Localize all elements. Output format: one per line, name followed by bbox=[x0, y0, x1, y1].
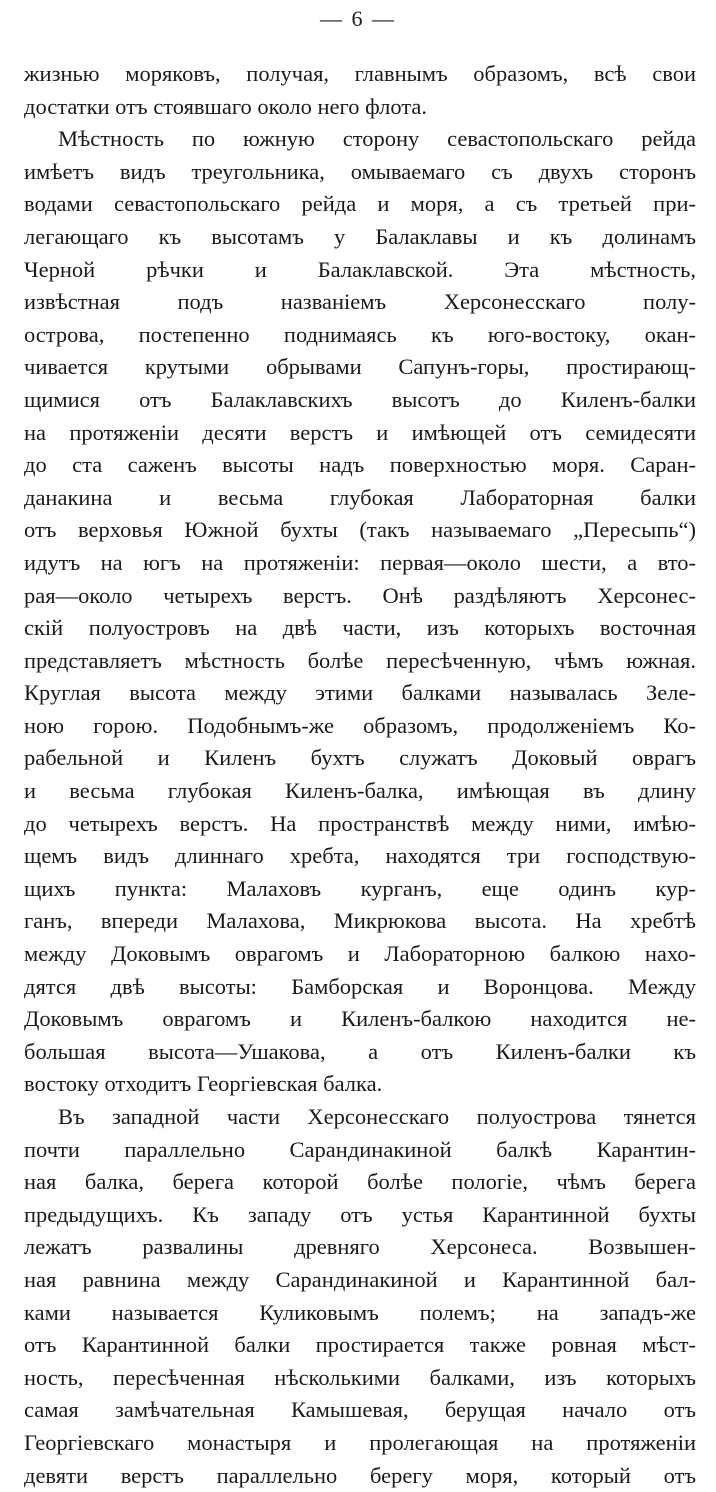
text-line: ная балка, берега которой болѣе пологіе, чѣмъ берега bbox=[24, 1169, 696, 1195]
text-line: скій полуостровъ на двѣ части, изъ которыхъ восточная bbox=[24, 615, 696, 641]
text-line: представляетъ мѣстность болѣе пересѣченную, чѣмъ южная. bbox=[24, 647, 696, 673]
text-line: щемъ видъ длиннаго хребта, находятся три господствую- bbox=[24, 843, 696, 869]
text-line: отъ верховья Южной бухты (такъ называемаго „Пересыпь“) bbox=[24, 517, 696, 543]
text-line: девяти верстъ параллельно берегу моря, который отъ bbox=[24, 1462, 696, 1488]
text-line: большая высота—Ушакова, а отъ Киленъ-балки къ bbox=[24, 1038, 696, 1064]
text-line: на протяженіи десяти верстъ и имѣющей отъ семидесяти bbox=[24, 419, 696, 445]
text-line: и весьма глубокая Киленъ-балка, имѣющая въ длину bbox=[24, 778, 696, 804]
text-line: почти параллельно Сарандинакиной балкѣ Карантин- bbox=[24, 1136, 696, 1162]
text-line: самая замѣчательная Камышевая, берущая начало отъ bbox=[24, 1397, 696, 1423]
page-number: — 6 — bbox=[320, 6, 396, 31]
text-line: дятся двѣ высоты: Бамборская и Воронцова. Между bbox=[24, 973, 696, 999]
text-line: лежатъ развалины древняго Херсонеса. Возвышен- bbox=[24, 1234, 696, 1260]
text-line: ганъ, впереди Малахова, Микрюкова высота. На хребтѣ bbox=[24, 908, 696, 934]
text-line: рабельной и Киленъ бухтъ служатъ Доковый оврагъ bbox=[24, 745, 696, 771]
text-line: Доковымъ оврагомъ и Киленъ-балкою находится не- bbox=[24, 1006, 696, 1032]
text-line: острова, постепенно поднимаясь къ юго-востоку, окан- bbox=[24, 321, 696, 347]
text-line: ная равнина между Сарандинакиной и Карантинной бал- bbox=[24, 1266, 696, 1292]
text-line: Мѣстность по южную сторону севастопольскаго рейда bbox=[58, 126, 696, 152]
text-line: жизнью моряковъ, получая, главнымъ образомъ, всѣ свои bbox=[24, 61, 696, 86]
text-line: предыдущихъ. Къ западу отъ устья Карантинной бухты bbox=[24, 1201, 696, 1227]
text-line: Круглая высота между этими балками называлась Зеле- bbox=[24, 680, 696, 706]
text-line: имѣетъ видъ треугольника, омываемаго съ двухъ сторонъ bbox=[24, 158, 696, 184]
text-line: Черной рѣчки и Балаклавской. Эта мѣстность, bbox=[24, 256, 696, 282]
text-line: данакина и весьма глубокая Лабораторная балки bbox=[24, 484, 696, 510]
text-line: достатки отъ стоявшаго около него флота. bbox=[24, 93, 427, 119]
text-line: щимися отъ Балаклавскихъ высотъ до Киленъ-балки bbox=[24, 386, 696, 412]
text-line: идутъ на югъ на протяженіи: первая—около шести, а вто- bbox=[24, 549, 696, 575]
text-line: чивается крутыми обрывами Сапунъ-горы, простирающ- bbox=[24, 354, 696, 380]
text-line: рая—около четырехъ верстъ. Онѣ раздѣляютъ Херсонес- bbox=[24, 582, 696, 608]
text-line: щихъ пункта: Малаховъ курганъ, еще одинъ кур- bbox=[24, 875, 696, 901]
text-line: отъ Карантинной балки простирается также ровная мѣст- bbox=[24, 1332, 696, 1358]
text-line: Въ западной части Херсонесскаго полуострова тянется bbox=[58, 1104, 696, 1129]
text-line: извѣстная подъ названіемъ Херсонесскаго полу- bbox=[24, 289, 696, 315]
text-line: до ста саженъ высоты надъ поверхностью моря. Саран- bbox=[24, 452, 696, 478]
text-line: Георгіевскаго монастыря и пролегающая на протяженіи bbox=[24, 1429, 696, 1455]
body-text bbox=[24, 58, 696, 1492]
text-line: ками называется Куликовымъ полемъ; на западъ-же bbox=[24, 1299, 696, 1325]
text-line: ною горою. Подобнымъ-же образомъ, продолженіемъ Ко- bbox=[24, 712, 696, 738]
text-line: ность, пересѣченная нѣсколькими балками, изъ которыхъ bbox=[24, 1364, 696, 1390]
text-line: до четырехъ верстъ. На пространствѣ между ними, имѣю- bbox=[24, 810, 696, 836]
text-line: легающаго къ высотамъ у Балаклавы и къ долинамъ bbox=[24, 223, 696, 249]
text-line: востоку отходитъ Георгіевская балка. bbox=[24, 1071, 383, 1097]
text-line: водами севастопольскаго рейда и моря, а съ третьей при- bbox=[24, 191, 696, 217]
text-line: между Доковымъ оврагомъ и Лабораторною балкою нахо- bbox=[24, 941, 696, 967]
